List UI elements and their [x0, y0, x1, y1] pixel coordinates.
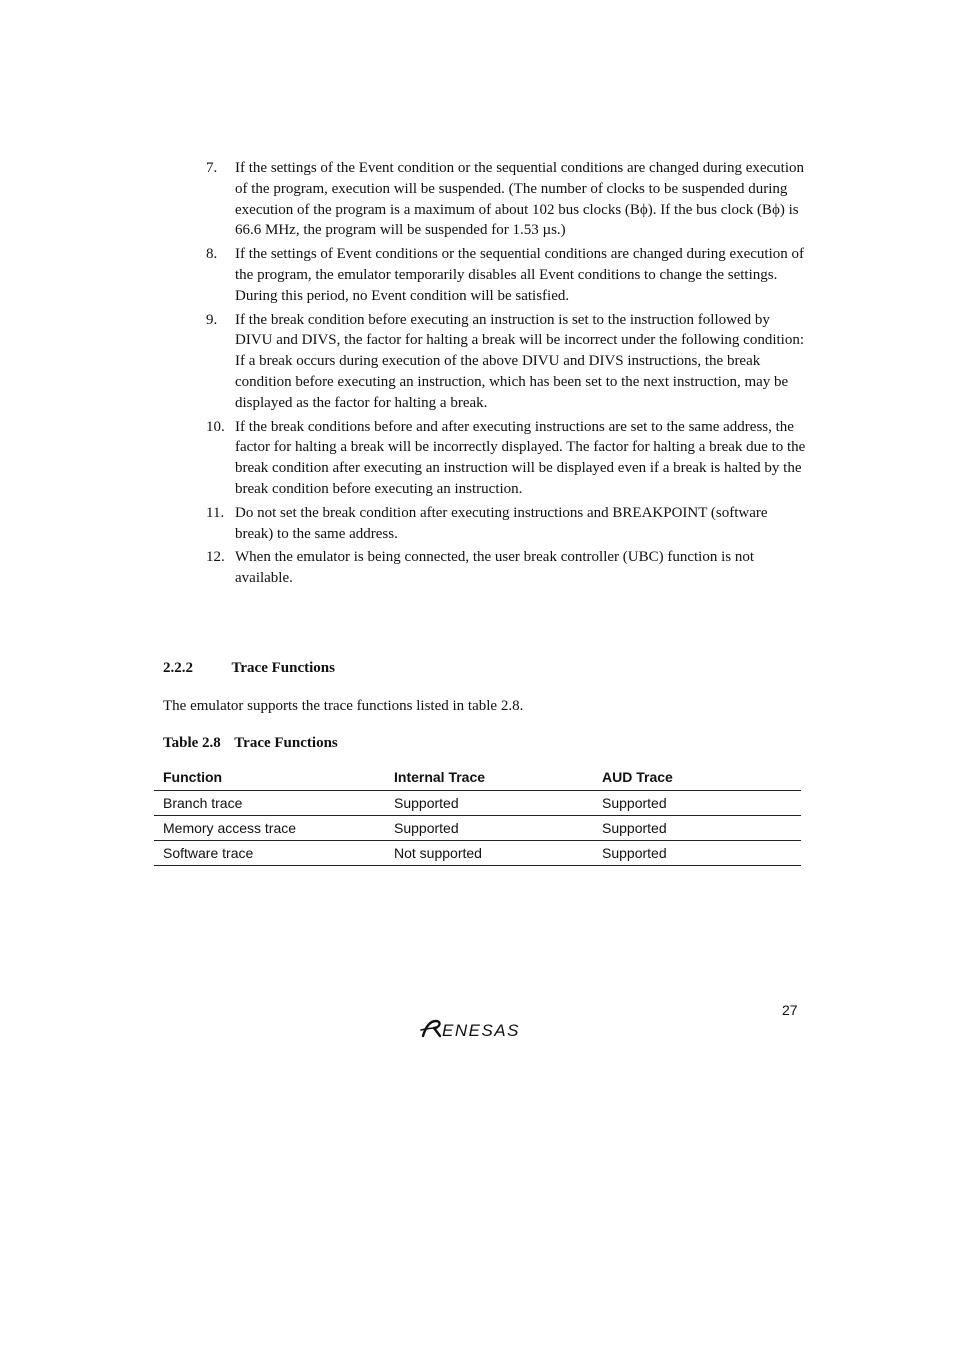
column-header-function: Function	[154, 765, 385, 791]
table-header-row	[154, 765, 801, 791]
table-row	[154, 816, 801, 841]
note-number: 7.	[206, 160, 218, 176]
note-item	[206, 310, 806, 414]
svg-text:ENESAS: ENESAS	[442, 1021, 520, 1039]
note-number: 8.	[206, 246, 218, 263]
column-header-internal-trace: Internal Trace	[385, 765, 593, 791]
section-title: Trace Functions	[231, 660, 335, 676]
table-cell: Branch trace	[154, 791, 385, 816]
note-item	[206, 503, 806, 545]
table-cell: Memory access trace	[154, 816, 385, 841]
note-item	[206, 417, 806, 500]
table-caption-title: Trace Functions	[234, 735, 338, 751]
table-cell: Supported	[385, 816, 593, 841]
table-cell: Supported	[593, 841, 801, 866]
column-header-aud-trace: AUD Trace	[593, 765, 801, 791]
note-text: If the settings of Event conditions or the sequential conditions are changed during execution of the program, the emulator temporarily disables all Event conditions to change the settings. During this period, no Event condition will be satisfied.	[235, 246, 805, 304]
note-number: 9.	[206, 311, 218, 328]
table-row	[154, 841, 801, 866]
note-number: 12.	[206, 549, 225, 566]
table-caption-number: Table 2.8	[163, 735, 221, 751]
note-text: Do not set the break condition after executing instructions and BREAKPOINT (software break) to the same address.	[235, 504, 768, 542]
note-item	[206, 547, 806, 589]
renesas-logo-icon	[420, 1017, 542, 1039]
note-item	[206, 244, 806, 306]
note-text: If the break condition before executing an instruction is set to the instruction followed by DIVU and DIVS, the factor for halting a break will be incorrect under the following condition:	[235, 311, 804, 349]
table-cell: Supported	[593, 791, 801, 816]
intro-paragraph: The emulator supports the trace functions listed in table 2.8.	[163, 698, 524, 714]
note-text: If a break occurs during execution of the above DIVU and DIVS instructions, the break condition before executing an instruction, which has been set to the next instruction, may be displayed as the factor for halting a break.	[235, 353, 789, 411]
renesas-logo	[420, 1017, 542, 1039]
trace-functions-table	[154, 765, 801, 866]
note-text: When the emulator is being connected, the user break controller (UBC) function is not available.	[235, 549, 755, 587]
table-caption	[163, 735, 338, 752]
section-number: 2.2.2	[163, 660, 193, 676]
note-number: 11.	[206, 504, 225, 521]
notes-list	[206, 158, 806, 592]
table-row	[154, 791, 801, 816]
note-text: If the break conditions before and after executing instructions are set to the same address, the factor for halting a break will be incorrectly displayed. The factor for halting a break due to the break condition after executing an instruction will be displayed even if a break is halted by the break condition before executing an instruction.	[235, 418, 806, 497]
note-item	[206, 158, 806, 241]
table-cell: Supported	[385, 791, 593, 816]
note-number: 10.	[206, 418, 225, 435]
table-cell: Not supported	[385, 841, 593, 866]
table-cell: Software trace	[154, 841, 385, 866]
note-text: If the settings of the Event condition or the sequential conditions are changed during execution of the program, execution will be suspended. (The number of clocks to be suspended during execution of the program is a maximum of about 102 bus clocks (Bϕ). If the bus clock (Bϕ) is 66.6 MHz, the program will be suspended for 1.53 µs.)	[235, 160, 805, 239]
table-cell: Supported	[593, 816, 801, 841]
section-heading	[163, 660, 335, 677]
page-number: 27	[782, 1002, 798, 1018]
